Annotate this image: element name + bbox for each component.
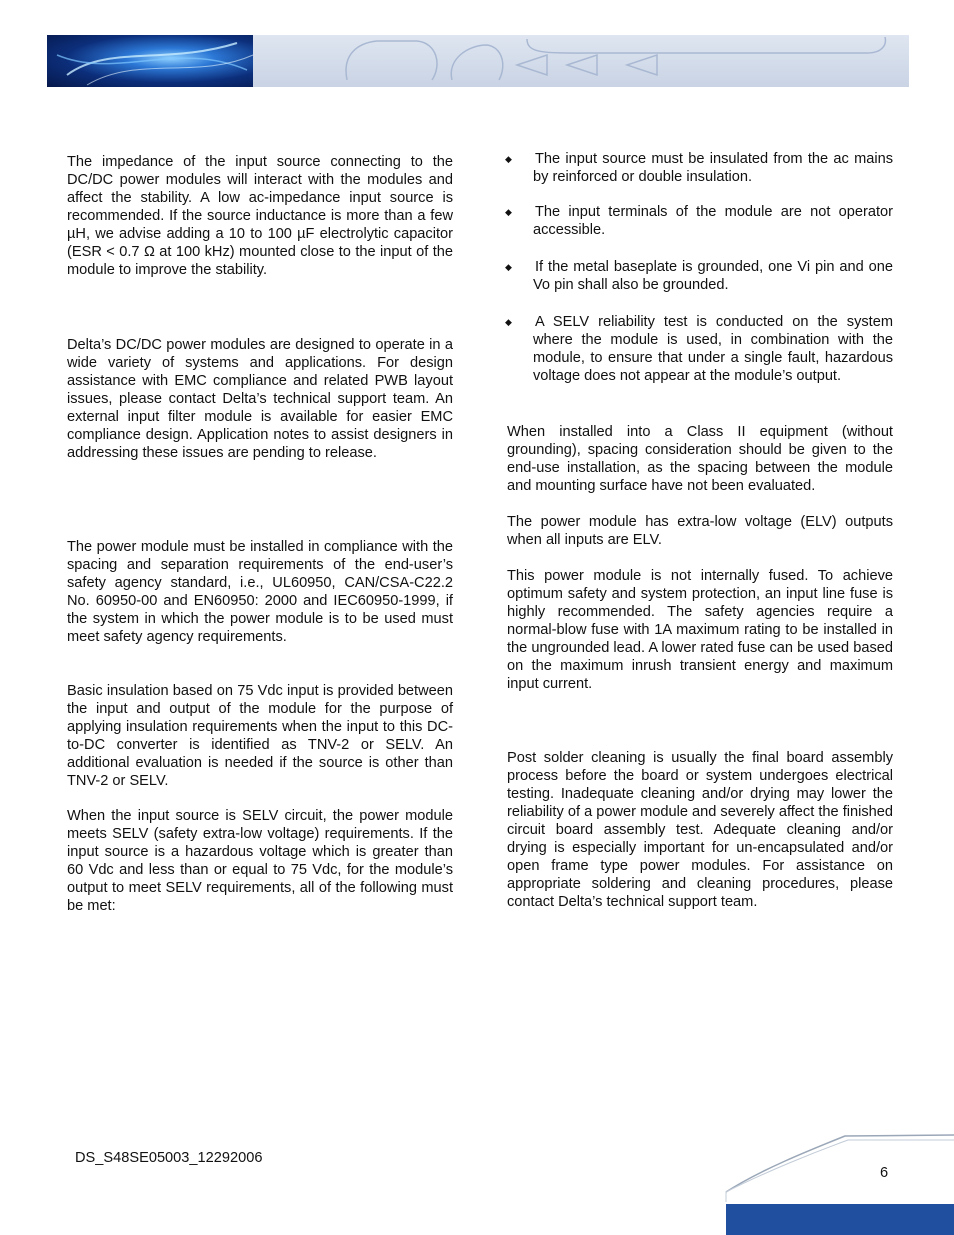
document-code: DS_S48SE05003_12292006 [75,1150,263,1166]
header-banner [47,35,909,87]
bullet-diamond-icon: ◆ [505,262,512,272]
list-item-text: If the metal baseplate is grounded, one Vi pin and one Vo pin shall also be grounded. [533,259,893,293]
elv-paragraph: The power module has extra-low voltage (ELV) outputs when all inputs are ELV. [507,514,893,548]
bullet-diamond-icon: ◆ [505,317,512,327]
bullet-diamond-icon: ◆ [505,207,512,217]
list-item-text: A SELV reliability test is conducted on the system where the module is used, in combination with the module, to ensure that under a single fault, hazardous voltage does not appear at the module’s output. [533,314,893,384]
bullet-diamond-icon: ◆ [505,154,512,164]
list-item-text: The input source must be insulated from the ac mains by reinforced or double insulation. [533,151,893,185]
safety-standard-paragraph: The power module must be installed in compliance with the spacing and separation requirements of the end-user’s safety agency standard, i.e., UL60950, CAN/CSA-C22.2 No. 60950-00 and EN60950: 2000 and IEC60950-1999, if the system in which the power module is to be used must meet safety agency requirements. [67,539,453,645]
class-ii-paragraph: When installed into a Class II equipment (without grounding), spacing consideration should be given to the end-use installation, as the spacing between the module and mounting surface have not been evaluated. [507,424,893,494]
input-impedance-paragraph: The impedance of the input source connecting to the DC/DC power modules will interact with the modules and affect the stability. A low ac-impedance input source is recommended. If the source inductance is more than a few µH, we advise adding a 10 to 100 µF electrolytic capacitor (ESR < 0.7 Ω at 100 kHz) mounted close to the input of the module to improve the stability. [67,154,453,278]
page-number: 6 [880,1165,889,1181]
footer-blue-bar [726,1204,954,1235]
emc-paragraph: Delta’s DC/DC power modules are designed to operate in a wide variety of systems and applications. For design assistance with EMC compliance and related PWB layout issues, please contact Delta’s technical support team. An external input filter module is available for easier EMC compliance design. Application notes to assist designers in addressing these issues are pending to release. [67,337,453,461]
fuse-paragraph: This power module is not internally fused. To achieve optimum safety and system protection, an input line fuse is highly recommended. The safety agencies require a normal-blow fuse with 1A maximum rating to be installed in the ungrounded lead. A lower rated fuse can be used based on the maximum inrush transient energy and maximum input current. [507,568,893,692]
basic-insulation-paragraph: Basic insulation based on 75 Vdc input is provided between the input and output of the module for the purpose of applying insulation requirements when the input to this DC-to-DC converter is identified as TNV-2 or SELV. An additional evaluation is needed if the source is other than TNV-2 or SELV. [67,683,453,789]
cleaning-paragraph: Post solder cleaning is usually the final board assembly process before the board or system undergoes electrical testing. Inadequate cleaning and/or drying may lower the reliability of a power module and severely affect the finished circuit board assembly test. Adequate cleaning and/or drying is especially important for un-encapsulated and/or open frame type power modules. For assistance on appropriate soldering and cleaning procedures, please contact Delta’s technical support team. [507,750,893,910]
selv-paragraph: When the input source is SELV circuit, the power module meets SELV (safety extra-low voltage) requirements. If the input source is a hazardous voltage which is greater than 60 Vdc and less than or equal to 75 Vdc, for the module’s output to meet SELV requirements, all of the following must be met: [67,808,453,914]
list-item-text: The input terminals of the module are not operator accessible. [533,204,893,238]
header-decoration [47,35,909,87]
footer-decoration [720,1130,954,1235]
